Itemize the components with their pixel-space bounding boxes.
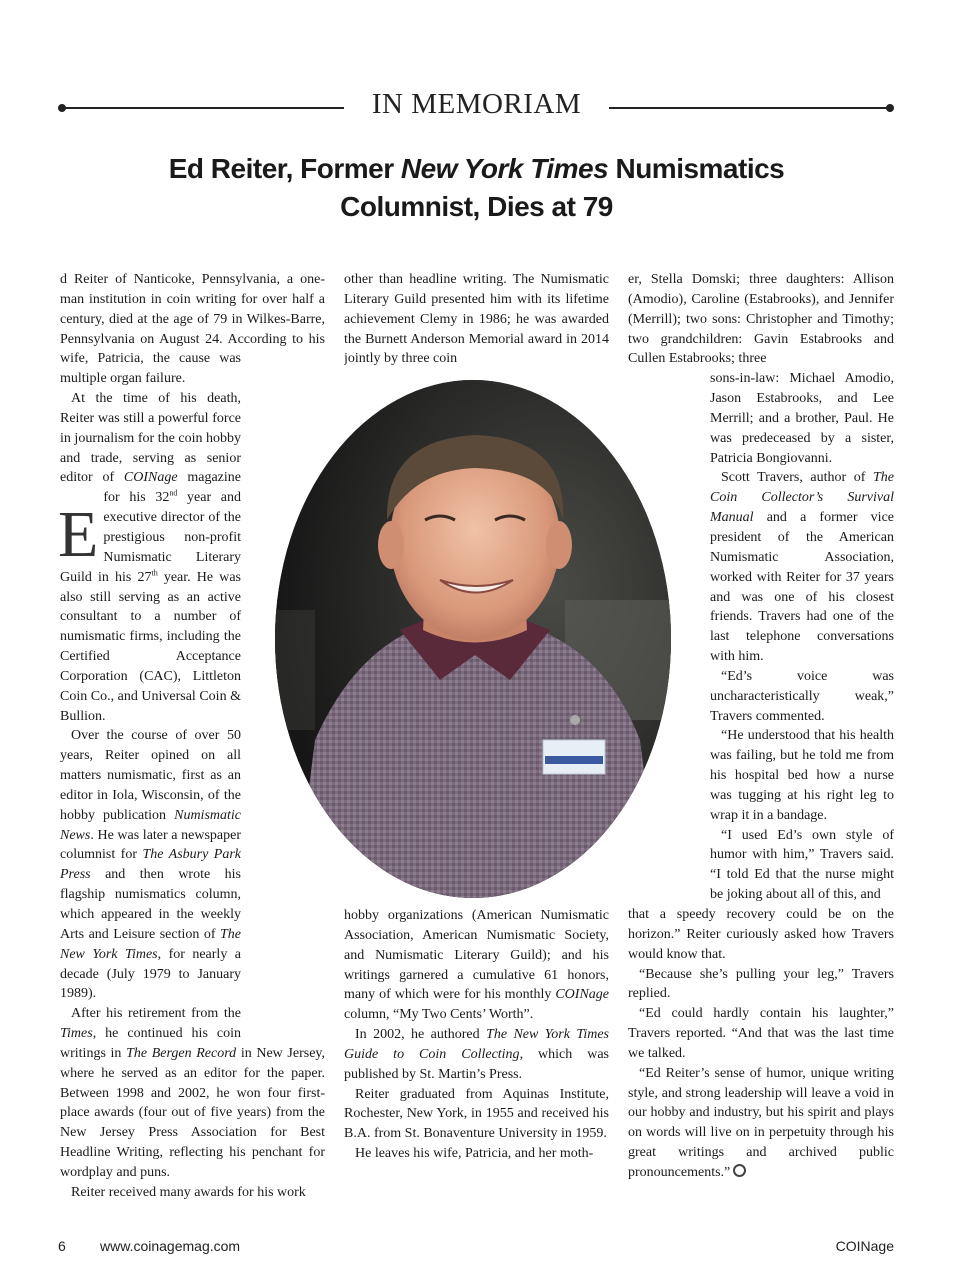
website-link[interactable]: www.coinagemag.com <box>100 1238 241 1254</box>
section-rule-right <box>609 107 891 109</box>
article-column-1 <box>60 270 325 1203</box>
article-paragraph: “Ed could hardly contain his laughter,” Travers reported. “And that was the last time we talked. <box>628 1006 894 1061</box>
article-paragraph: Reiter received many awards for his work <box>71 1184 306 1200</box>
section-label: IN MEMORIAM <box>371 88 582 120</box>
article-paragraph: er, Stella Domski; three daughters: Allison (Amodio), Caroline (Estabrooks), and Jennifer (Merrill); two sons: Christopher and Timothy; two grandchildren: Gavin Estabrooks and Cullen Estabrooks; three <box>628 272 894 367</box>
article-paragraph: hobby organizations (American Numismatic Association, American Numismatic Society, and Numismatic Literary Guild); and his writings garnered a cumulative 61 honors, many of which were for his monthly COINage column, “My Two Cents’ Worth”. <box>344 908 609 1023</box>
paragraph-text: d Reiter of Nanticoke, Pennsylvania, a one-man institution in coin writing for over half a century, died at the age of 79 in Wilkes-Barre, Pennsylvania on August 24. According to his wife, Patricia, the cause was multiple organ failure. <box>60 272 325 387</box>
article-paragraph: sons-in-law: Michael Amodio, Jason Estabrooks, and Lee Merrill; and a brother, Paul. He was predeceased by a sister, Patricia Bongiovanni. <box>710 371 894 466</box>
article-column-3 <box>628 270 894 1183</box>
article-paragraph: “I used Ed’s own style of humor with him,” Travers said. “I told Ed that the nurse might be joking about all of this, and <box>710 827 894 903</box>
article-paragraph: After his retirement from the Times, he continued his coin writings in The Bergen Record in New Jersey, where he served as an editor for the paper. Between 1998 and 2002, he won four first-place awards (four out of five years) from the New Jersey Press Association for Best Headline Writing, reflecting his penchant for wordplay and puns. <box>60 1006 325 1180</box>
article-paragraph: “Because she’s pulling your leg,” Travers replied. <box>628 966 894 1002</box>
article-paragraph: Over the course of over 50 years, Reiter opined on all matters numismatic, first as an editor in Iola, Wisconsin, of the hobby publication Numismatic News. He was later a newspaper columnist for The Asbury Park Press and then wrote his flagship numismatics column, which appeared in the weekly Arts and Leisure section of The New York Times, for nearly a decade (July 1979 to January 1989). <box>60 728 242 1002</box>
section-rule-left <box>62 107 344 109</box>
article-paragraph: He leaves his wife, Patricia, and her moth- <box>355 1146 594 1162</box>
article-headline <box>120 150 833 226</box>
section-rule-dot-left <box>58 104 66 112</box>
headline-line-2: Columnist, Dies at 79 <box>340 191 613 222</box>
headline-part: Numismatics <box>608 153 785 184</box>
article-paragraph: other than headline writing. The Numismatic Literary Guild presented him with its lifetime achievement Clemy in 1986; he was awarded the Burnett Anderson Memorial award in 2014 jointly by three coin <box>344 272 609 367</box>
article-paragraph: that a speedy recovery could be on the horizon.” Reiter curiously asked how Travers would know that. <box>628 907 894 962</box>
portrait-photo <box>275 380 671 898</box>
headline-part: Ed Reiter, Former <box>168 153 401 184</box>
section-rule-dot-right <box>886 104 894 112</box>
end-mark-icon <box>733 1164 746 1177</box>
article-paragraph: At the time of his death, Reiter was still a powerful force in journalism for the coin hobby and trade, serving as senior editor of COINage magazine for his 32nd year and executive director of the prestigious non-profit Numismatic Literary Guild in his 27th year. He was also still serving as an active consultant to a number of numismatic firms, including the Certified Acceptance Corporation (CAC), Littleton Coin Co., and Universal Coin & Bullion. <box>60 391 241 724</box>
article-paragraph: Reiter graduated from Aquinas Institute, Rochester, New York, in 1955 and received his B.A. from St. Bonaventure University in 1959. <box>344 1086 609 1142</box>
article-paragraph: “Ed Reiter’s sense of humor, unique writing style, and strong leadership will leave a void in our hobby and industry, but his spirit and plays on words will live on in perpetuity through his great writings and archived public pronouncements.” <box>628 1065 894 1180</box>
drop-cap: E <box>58 498 99 571</box>
headline-publication: New York Times <box>400 153 609 184</box>
article-paragraph: “He understood that his health was failing, but he told me from his hospital bed how a nurse was tugging at his right leg to wrap it in a bandage. <box>710 728 894 823</box>
article-paragraph: Scott Travers, author of The Coin Collector’s Survival Manual and a former vice president of the American Numismatic Association, worked with Reiter for 37 years and was one of his closest friends. Travers had one of the last telephone conversations with him. <box>710 470 894 665</box>
article-paragraph: In 2002, he authored The New York Times Guide to Coin Collecting, which was published by St. Martin’s Press. <box>344 1027 610 1082</box>
magazine-name: COINage <box>835 1238 894 1254</box>
article-paragraph: “Ed’s voice was uncharacteristically weak,” Travers commented. <box>710 668 894 724</box>
page-number: 6 <box>58 1238 66 1254</box>
